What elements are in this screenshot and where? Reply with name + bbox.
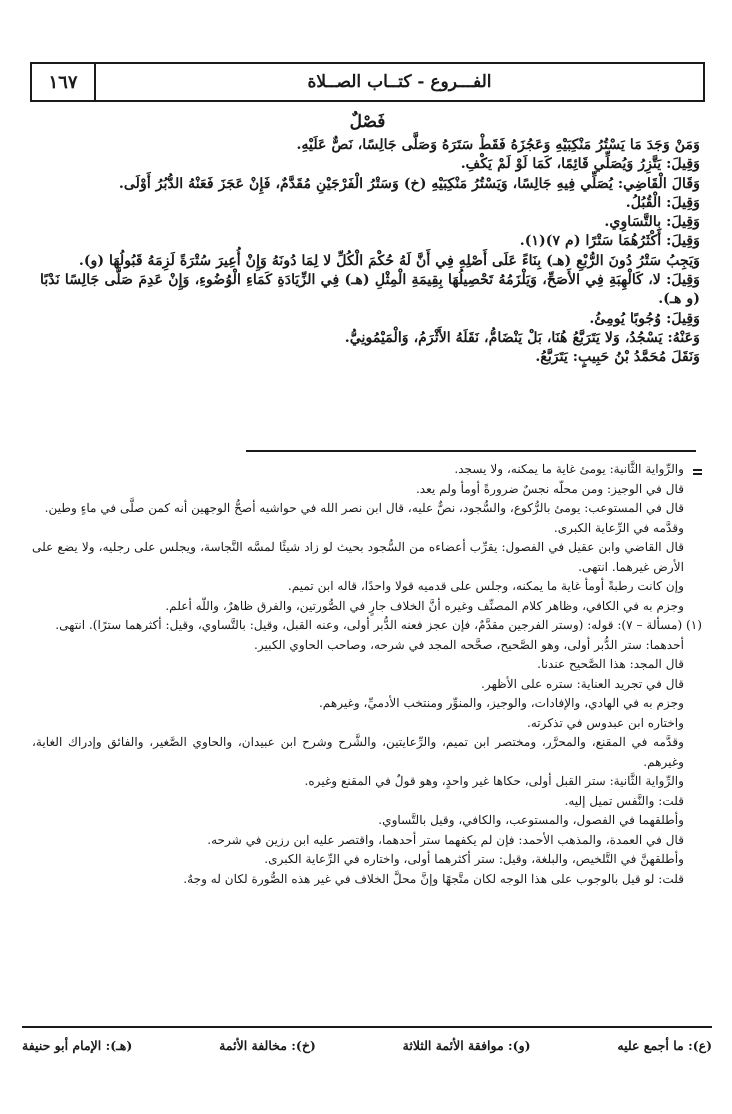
main-paragraph: وَقِيلَ: لا، كَالْهِبَةِ فِي الأَصَحِّ، وَيَلْزَمُهُ تَحْصِيلُهَا بِقِيمَةِ الْمِثْلِ (هـ) فِي الزِّيَادَةِ كَمَاءِ الْوُضُوءِ، وَإِنْ عَدِمَ صَلَّى جَالِسًا نَدْبًا (و هـ). xyxy=(40,272,700,308)
page-header xyxy=(30,62,705,102)
footnote-paragraph: وجزم به في الهادي، والإفادات، والوجيز، والمنوِّر ومنتخب الأدميِّ، وغيرهم. xyxy=(318,696,684,710)
main-paragraph: وَقِيلَ: الْقُبُلُ. xyxy=(625,194,700,211)
main-paragraph: وَمَنْ وَجَدَ مَا يَسْتُرُ مَنْكِبَيْهِ وَعَجُزَهُ فَقَطْ سَتَرَهُ وَصَلَّى جَالِسًا، نَصٌّ عَلَيْهِ. xyxy=(296,137,700,153)
footnote-paragraph: قال المجد: هذا الصَّحيح عندنا. xyxy=(537,657,684,671)
main-paragraph: وَقِيلَ: يَتَّزِرُ وَيُصَلِّي قَائِمًا، كَمَا لَوْ لَمْ يَكْفِ. xyxy=(460,156,700,173)
footnote-paragraph: قلت: والنَّفس تميل إليه. xyxy=(564,793,684,808)
footnote-paragraph: وقدَّمه في المقنع، والمحرَّر، ومختصر ابن تميم، والرِّعايتين، والشَّرح وشرح ابن عبيدان، والحاوي الصَّغير، والفائق وإدراك الغاية، وغيرهم. xyxy=(32,735,684,769)
main-paragraph: وَيَجِبُ سَتْرُ دُونَ الرُّبْعِ (هـ) بِنَاءً عَلَى أَصْلِهِ فِي أَنَّ لَهُ حُكْمَ الْكُلِّ لا لِمَا دُونَهُ وَإِنْ أُعِيرَ سُتْرَةً لَزِمَهُ قَبُولُهَا (و). xyxy=(78,252,700,269)
main-paragraph: وَنَقَلَ مُحَمَّدُ بْنُ حَبِيبٍ: يَتَرَبَّعُ. xyxy=(535,349,700,366)
footnote-paragraph: أحدهما: ستر الدُّبر أولى، وهو الصَّحيح، صحَّحه المجد في شرحه، وصاحب الحاوي الكبير. xyxy=(254,637,684,652)
footnote-paragraph: وأطلقهما في الفصول، والمستوعب، والكافي، وقيل بالتَّساوي. xyxy=(378,813,684,827)
footnote-paragraph: والرِّواية الثَّانية: يومئ غاية ما يمكنه، ولا يسجد. xyxy=(32,460,702,480)
running-title: الفـــروع - كتــاب الصــلاة xyxy=(307,72,492,92)
section-title: فَصْلٌ xyxy=(349,112,386,132)
legend-item: (ع): ما أجمع عليه xyxy=(617,1037,712,1053)
footnotes xyxy=(32,460,702,889)
footnote-paragraph: قال في العمدة، والمذهب الأحمد: فإن لم يكفهما ستر أحدهما، واقتصر عليه ابن رزين في شرحه. xyxy=(207,832,684,847)
footnote-paragraph: والرِّواية الثَّانية: ستر القبل أولى، حكاها غير واحدٍ، وهو قولٌ في المقنع وغيره. xyxy=(304,774,684,788)
footnote-paragraph: وقدَّمه في الرِّعاية الكبرى. xyxy=(553,520,684,535)
footnote-paragraph: قال في تجريد العناية: ستره على الأظهر. xyxy=(481,676,684,691)
abbreviation-legend xyxy=(22,1034,712,1056)
footnote-paragraph: وإن كانت رطبةً أومأ غاية ما يمكنه، وجلس على قدميه قولا واحدًا، قاله ابن تميم. xyxy=(287,579,684,593)
page-number: ١٦٧ xyxy=(32,64,96,100)
legend-divider xyxy=(22,1026,712,1028)
legend-item: (هـ): الإمام أبو حنيفة xyxy=(22,1037,133,1053)
footnote-paragraph: قال القاضي وابن عقيل في الفصول: يقرِّب أعضاءه من السُّجود بحيث لو زاد شيئًا لمسَّه النَّجاسة، ويجلس على رجليه، ولا يضع على الأرض غيرهما. انتهى. xyxy=(32,540,684,574)
main-paragraph: وَقِيلَ: أَكْثَرُهُمَا سَتْرًا (م ٧)(١). xyxy=(519,233,700,250)
main-text xyxy=(40,136,700,368)
footnote-paragraph: وجزم به في الكافي، وظاهر كلام المصنِّف وغيره أنَّ الخلاف جارٍ في الصُّورتين، والفرق ظاهرٌ، واللّه أعلم. xyxy=(165,598,684,613)
footnote-paragraph: واختاره ابن عبدوس في تذكرته. xyxy=(526,715,684,730)
footnote-divider xyxy=(246,450,696,452)
footnote-paragraph: قال في الوجيز: ومن محلّه نجسٌ ضرورةً أومأ ولم يعد. xyxy=(415,481,684,496)
main-paragraph: وَعَنْهُ: يَسْجُدُ، وَلا يَتَرَبَّعُ هُنَا، بَلْ يَنْضَامُّ، نَقَلَهُ الأَثْرَمُ، وَالْمَيْمُونِيُّ. xyxy=(344,329,700,346)
main-paragraph: وَقِيلَ: بِالتَّسَاوِي. xyxy=(604,214,700,231)
main-paragraph: وَقَالَ الْقَاضِي: يُصَلِّي فِيهِ جَالِسًا، وَيَسْتُرُ مَنْكِبَيْهِ (خ) وَسَتْرُ الْفَرْجَيْنِ مُقَدَّمٌ، فَإِنْ عَجَزَ فَعَنْهُ الدُّبُرُ أَوْلَى. xyxy=(118,175,700,192)
footnote-paragraph: (١) (مسألة – ٧): قوله: (وستر الفرجين مقدَّمٌ، فإن عجز فعنه الدُّبر أولى، وعنه القبل، وقيل: بالتَّساوي، وقيل: أكثرهما سترًا). انتهى. xyxy=(55,618,702,632)
footnote-paragraph: وأطلقهنَّ في التَّلخيص، والبلغة، وقيل: ستر أكثرهما أولى، واختاره في الرِّعاية الكبرى. xyxy=(264,852,684,866)
main-paragraph: وَقِيلَ: وُجُوبًا يُومِئُ. xyxy=(589,310,700,327)
legend-item: (و): موافقة الأئمة الثلاثة xyxy=(402,1037,531,1053)
legend-item: (خ): مخالفة الأئمة xyxy=(219,1037,316,1053)
footnote-paragraph: قال في المستوعب: يومئ بالرُّكوع، والسُّجود، نصٌّ عليه، قال ابن نصر الله في حواشيه أصحُّ الوجهين أنه كمن صلَّى في ماءٍ وطين. xyxy=(44,501,684,515)
footnote-paragraph: قلت: لو قيل بالوجوب على هذا الوجه لكان متَّجهًا وإنَّ محلَّ الخلاف في غير هذه الصُّورة لكان له وجهٌ. xyxy=(183,871,684,886)
